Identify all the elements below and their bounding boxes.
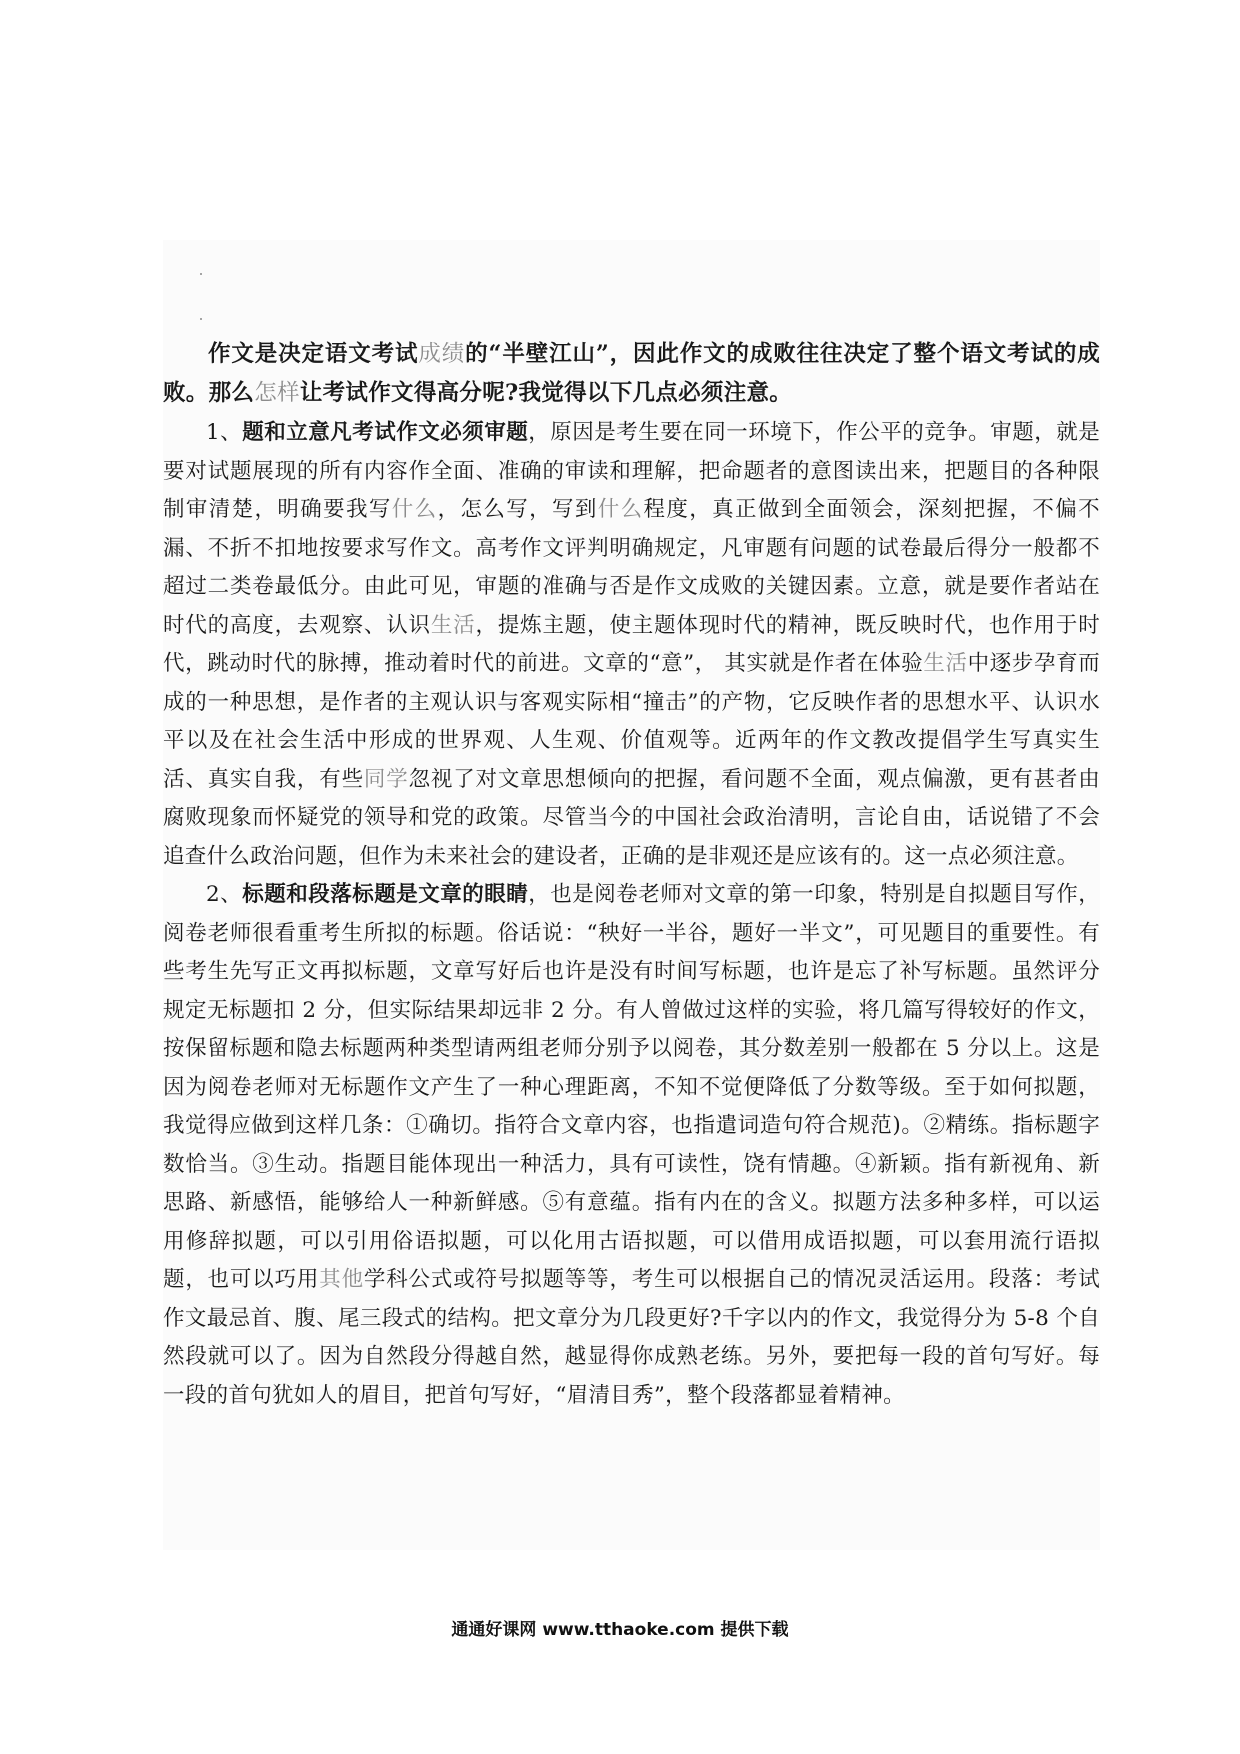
section-1-link-text: 什么 bbox=[391, 497, 438, 522]
section-2-paragraph bbox=[163, 876, 1100, 1415]
section-1-link-text: 同学 bbox=[363, 766, 409, 792]
section-2-text: 学科公式或符号拟题等等，考生可以根据自己的情况灵活运用。段落：考试作文最忌首、腹、尾三段式的结构。把文章分为几段更好?千字以内的作文，我觉得分为 5-8 个自然段就可以了。因为自然段分得越自然，越显得你成熟老练。另外，要把每一段的首句写好。每一段的首句犹如人的眉目，把首句写好，“眉清目秀”，整个段落都显着精神。 bbox=[163, 1267, 1100, 1408]
section-1-paragraph bbox=[163, 414, 1100, 876]
intro-text: 让考试作文得高分呢?我觉得以下几点必须注意。 bbox=[299, 380, 793, 406]
section-2-link-text: 其他 bbox=[319, 1267, 364, 1292]
section-2-heading: 标题和段落标题是文章的眼睛 bbox=[242, 882, 529, 907]
section-2-number: 2、 bbox=[206, 882, 243, 907]
page-footer: 通通好课网 www.tthaoke.com 提供下载 bbox=[451, 1620, 789, 1640]
section-1-link-text: 什么 bbox=[597, 497, 644, 522]
section-2-text: ，也是阅卷老师对文章的第一印象，特别是自拟题目写作，阅卷老师很看重考生所拟的标题。俗话说：“秧好一半谷，题好一半文”，可见题目的重要性。有些考生先写正文再拟标题，文章写好后也许是没有时间写标题，也许是忘了补写标题。虽然评分规定无标题扣 2 分，但实际结果却远非 2 分。有人曾做过这样的实验，将几篇写得较好的作文，按保留标题和隐去标题两种类型请两组老师分别予以阅卷，其分数差别一般都在 5 分以上。这是因为阅卷老师对无标题作文产生了一种心理距离，不知不觉便降低了分数等级。至于如何拟题，我觉得应做到这样几条：①确切。指符合文章内容，也指遣词造句符合规范)。②精练。指标题字数恰当。③生动。指题目能体现出一种活力，具有可读性，饶有情趣。④新颖。指有新视角、新思路、新感悟，能够给人一种新鲜感。⑤有意蕴。指有内在的含义。拟题方法多种多样，可以运用修辞拟题，可以引用俗语拟题，可以化用古语拟题，可以借用成语拟题，可以套用流行语拟题，也可以巧用 bbox=[163, 882, 1101, 1292]
section-1-number: 1、 bbox=[206, 420, 243, 445]
scan-speck bbox=[200, 273, 202, 275]
section-1-text: 中逐步孕育而成的一种思想，是作者的主观认识与客观实际相“撞击”的产物，它反映作者的思想水平、认识水平以及在社会生活中形成的世界观、人生观、价值观等。近两年的作文教改提倡学生写真实生活、真实自我，有些 bbox=[163, 651, 1100, 792]
intro-text: 的“半壁江山”，因此作文的成败往往决定了整个语文考试的成败。那么 bbox=[163, 341, 1100, 406]
intro-link-text: 成绩 bbox=[418, 341, 466, 367]
section-1-text: ，怎么写，写到 bbox=[437, 497, 598, 522]
section-1-text: 忽视了对文章思想倾向的把握，看问题不全面，观点偏激，更有甚者由腐败现象而怀疑党的领导和党的政策。尽管当今的中国社会政治清明，言论自由，话说错了不会追查什么政治问题，但作为未来社会的建设者，正确的是非观还是应该有的。这一点必须注意。 bbox=[163, 766, 1101, 869]
article-body bbox=[163, 335, 1100, 1415]
intro-text: 作文是决定语文考试 bbox=[208, 341, 419, 367]
section-1-link-text: 生活 bbox=[923, 651, 968, 676]
section-1-link-text: 生活 bbox=[430, 612, 476, 638]
intro-link-text: 怎样 bbox=[254, 380, 300, 406]
section-1-text: ，提炼主题，使主题体现时代的精神，既反映时代，也作用于时代，跳动时代的脉搏，推动着时代的前进。文章的“意”， 其实就是作者在体验 bbox=[163, 612, 1100, 676]
section-1-text: 程度，真正做到全面领会，深刻把握，不偏不漏、不折不扣地按要求写作文。高考作文评判明确规定，凡审题有问题的试卷最后得分一般都不超过二类卷最低分。由此可见，审题的准确与否是作文成败的关键因素。立意，就是要作者站在时代的高度，去观察、认识 bbox=[163, 497, 1100, 638]
scan-speck bbox=[200, 318, 202, 320]
section-1-text: ，原因是考生要在同一环境下，作公平的竞争。审题，就是要对试题展现的所有内容作全面、准确的审读和理解，把命题者的意图读出来，把题目的各种限制审清楚，明确要我写 bbox=[163, 420, 1101, 522]
intro-paragraph bbox=[163, 335, 1100, 413]
section-1-heading: 题和立意凡考试作文必须审题 bbox=[242, 420, 529, 445]
